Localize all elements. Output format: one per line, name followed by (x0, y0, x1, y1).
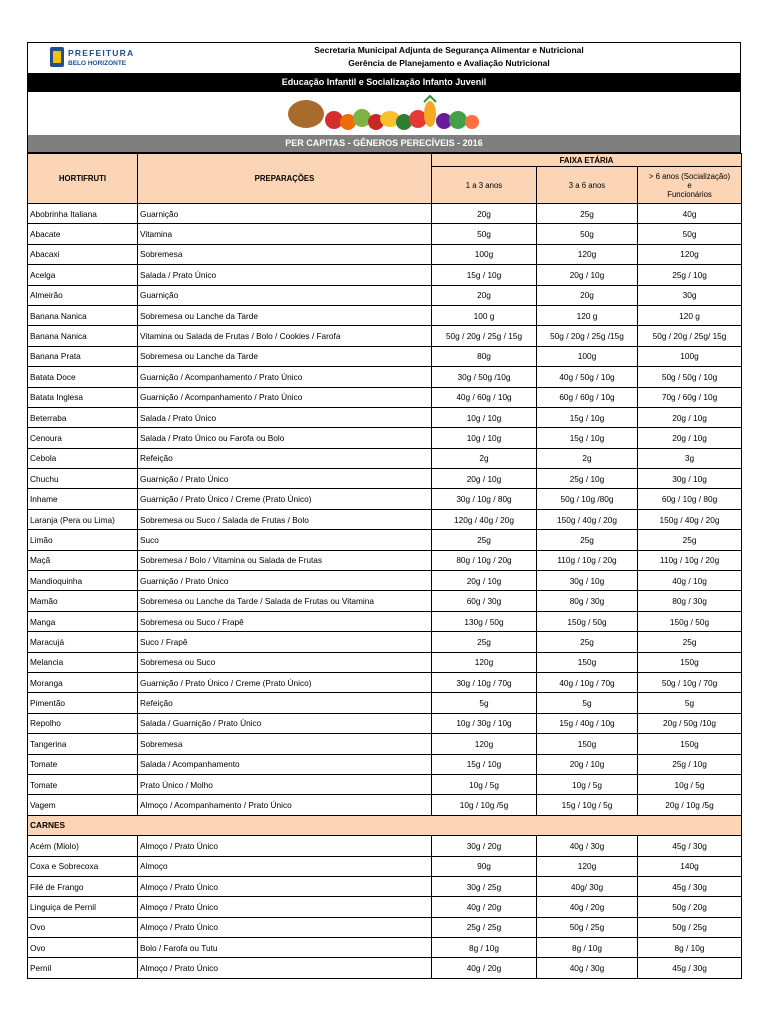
age1-cell: 20g / 10g (432, 469, 537, 489)
age1-cell: 10g / 30g / 10g (432, 713, 537, 733)
age1-cell: 5g (432, 693, 537, 713)
age2-cell: 50g / 25g (537, 917, 638, 937)
item-cell: Coxa e Sobrecoxa (28, 856, 138, 876)
table-row (28, 836, 742, 856)
age3-cell: 20g / 10g (638, 428, 742, 448)
age3-cell: 20g / 50g /10g (638, 713, 742, 733)
item-cell: Batata Inglesa (28, 387, 138, 407)
prep-cell: Almoço / Prato Único (138, 876, 432, 896)
age3-cell: 45g / 30g (638, 836, 742, 856)
age1-cell: 130g / 50g (432, 611, 537, 631)
age1-cell: 120g / 40g / 20g (432, 509, 537, 529)
table-row (28, 652, 742, 672)
age2-cell: 120g (537, 856, 638, 876)
prep-cell: Almoço / Prato Único (138, 917, 432, 937)
item-cell: Acelga (28, 265, 138, 285)
age3-cell: 25g / 10g (638, 754, 742, 774)
age2-cell: 8g / 10g (537, 938, 638, 958)
item-cell: Tangerina (28, 734, 138, 754)
table-row (28, 224, 742, 244)
item-cell: Banana Nanica (28, 305, 138, 325)
age3-cell: 8g / 10g (638, 938, 742, 958)
age3-cell: 25g (638, 530, 742, 550)
prep-cell: Salada / Prato Único (138, 407, 432, 427)
age3-cell: 110g / 10g / 20g (638, 550, 742, 570)
prep-cell: Sobremesa ou Suco / Frapê (138, 611, 432, 631)
header-line-1: Secretaria Municipal Adjunta de Segurança Alimentar e Nutricional (314, 45, 584, 55)
table-row (28, 326, 742, 346)
age3-cell: 50g / 20g (638, 897, 742, 917)
age2-cell: 50g / 10g /80g (537, 489, 638, 509)
age2-cell: 40g / 20g (537, 897, 638, 917)
table-row (28, 693, 742, 713)
age1-cell: 50g (432, 224, 537, 244)
fruits-vegetables-image (27, 92, 741, 135)
item-cell: Beterraba (28, 407, 138, 427)
item-cell: Tomate (28, 754, 138, 774)
table-row (28, 387, 742, 407)
age1-cell: 2g (432, 448, 537, 468)
age3-cell: 3g (638, 448, 742, 468)
age2-cell: 100g (537, 346, 638, 366)
item-cell: Batata Doce (28, 367, 138, 387)
logo-line2: BELO HORIZONTE (68, 60, 127, 67)
item-cell: Mandioquinha (28, 571, 138, 591)
table-row (28, 489, 742, 509)
age1-cell: 80g (432, 346, 537, 366)
age2-cell: 60g / 60g / 10g (537, 387, 638, 407)
age2-cell: 15g / 10g (537, 407, 638, 427)
item-cell: Cenoura (28, 428, 138, 448)
age1-cell: 120g (432, 652, 537, 672)
age1-cell: 10g / 10g (432, 428, 537, 448)
item-cell: Tomate (28, 774, 138, 794)
item-cell: Abobrinha Italiana (28, 204, 138, 224)
table-row (28, 611, 742, 631)
table-row (28, 448, 742, 468)
col-header-item: HORTIFRUTI (28, 154, 138, 204)
item-cell: Pernil (28, 958, 138, 978)
prefeitura-logo (48, 45, 148, 71)
age2-cell: 20g / 10g (537, 754, 638, 774)
age1-cell: 15g / 10g (432, 265, 537, 285)
age2-cell: 110g / 10g / 20g (537, 550, 638, 570)
table-row (28, 530, 742, 550)
prep-cell: Refeição (138, 448, 432, 468)
item-cell: Melancia (28, 652, 138, 672)
document-header (27, 42, 741, 73)
item-cell: Mamão (28, 591, 138, 611)
age3-cell: 10g / 5g (638, 774, 742, 794)
age1-cell: 30g / 50g /10g (432, 367, 537, 387)
age1-cell: 40g / 20g (432, 958, 537, 978)
carnes-rows (28, 836, 742, 979)
table-row (28, 571, 742, 591)
age3-cell: 25g / 10g (638, 265, 742, 285)
age3-cell: 30g / 10g (638, 469, 742, 489)
prep-cell: Guarnição / Acompanhamento / Prato Único (138, 367, 432, 387)
prep-cell: Vitamina ou Salada de Frutas / Bolo / Cookies / Farofa (138, 326, 432, 346)
table-row (28, 713, 742, 733)
age2-cell: 150g (537, 734, 638, 754)
age3-cell: 150g / 50g (638, 611, 742, 631)
age2-cell: 10g / 5g (537, 774, 638, 794)
table-row (28, 428, 742, 448)
age2-cell: 25g / 10g (537, 469, 638, 489)
prep-cell: Refeição (138, 693, 432, 713)
age2-cell: 15g / 40g / 10g (537, 713, 638, 733)
prep-cell: Sobremesa ou Lanche da Tarde / Salada de Frutas ou Vitamina (138, 591, 432, 611)
prep-cell: Salada / Prato Único (138, 265, 432, 285)
age2-cell: 40g/ 30g (537, 876, 638, 896)
age1-cell: 15g / 10g (432, 754, 537, 774)
prep-cell: Suco / Frapê (138, 632, 432, 652)
table-row (28, 550, 742, 570)
table-row (28, 407, 742, 427)
table-title: PER CAPITAS - GÊNEROS PERECÍVEIS - 2016 (27, 135, 741, 153)
table-row (28, 856, 742, 876)
age3-cell: 20g / 10g (638, 407, 742, 427)
table-row (28, 591, 742, 611)
item-cell: Vagem (28, 795, 138, 815)
age3-cell: 150g / 40g / 20g (638, 509, 742, 529)
item-cell: Repolho (28, 713, 138, 733)
percapita-table (27, 153, 742, 979)
age1-cell: 20g / 10g (432, 571, 537, 591)
age3-cell: 5g (638, 693, 742, 713)
prep-cell: Sobremesa ou Suco (138, 652, 432, 672)
age3-cell: 150g (638, 734, 742, 754)
item-cell: Manga (28, 611, 138, 631)
table-row (28, 897, 742, 917)
col-header-age1: 1 a 3 anos (432, 167, 537, 204)
age3-cell: 70g / 60g / 10g (638, 387, 742, 407)
age1-cell: 30g / 20g (432, 836, 537, 856)
table-row (28, 938, 742, 958)
age3-cell: 60g / 10g / 80g (638, 489, 742, 509)
table-row (28, 265, 742, 285)
age1-cell: 20g (432, 285, 537, 305)
age1-cell: 80g / 10g / 20g (432, 550, 537, 570)
age3-cell: 50g / 10g / 70g (638, 672, 742, 692)
prep-cell: Guarnição / Acompanhamento / Prato Único (138, 387, 432, 407)
table-row (28, 204, 742, 224)
age2-cell: 150g / 40g / 20g (537, 509, 638, 529)
age3-cell: 20g / 10g /5g (638, 795, 742, 815)
age1-cell: 10g / 10g (432, 407, 537, 427)
age2-cell: 2g (537, 448, 638, 468)
col-header-group: FAIXA ETÁRIA (432, 154, 742, 167)
age1-cell: 30g / 10g / 70g (432, 672, 537, 692)
item-cell: Inhame (28, 489, 138, 509)
age3-cell: 120 g (638, 305, 742, 325)
age2-cell: 40g / 10g / 70g (537, 672, 638, 692)
age1-cell: 25g / 25g (432, 917, 537, 937)
age2-cell: 50g (537, 224, 638, 244)
age2-cell: 120g (537, 244, 638, 264)
table-row (28, 244, 742, 264)
age1-cell: 10g / 5g (432, 774, 537, 794)
prep-cell: Guarnição (138, 204, 432, 224)
age1-cell: 100g (432, 244, 537, 264)
prep-cell: Salada / Prato Único ou Farofa ou Bolo (138, 428, 432, 448)
prep-cell: Suco (138, 530, 432, 550)
age2-cell: 150g (537, 652, 638, 672)
prep-cell: Salada / Guarnição / Prato Único (138, 713, 432, 733)
age2-cell: 20g / 10g (537, 265, 638, 285)
age2-cell: 150g / 50g (537, 611, 638, 631)
age2-cell: 30g / 10g (537, 571, 638, 591)
age1-cell: 30g / 25g (432, 876, 537, 896)
prep-cell: Bolo / Farofa ou Tutu (138, 938, 432, 958)
item-cell: Abacate (28, 224, 138, 244)
age1-cell: 100 g (432, 305, 537, 325)
age2-cell: 15g / 10g (537, 428, 638, 448)
age3-cell: 50g / 25g (638, 917, 742, 937)
table-row (28, 958, 742, 978)
table-row (28, 876, 742, 896)
age2-cell: 25g (537, 204, 638, 224)
prep-cell: Almoço / Prato Único (138, 836, 432, 856)
age3-cell: 30g (638, 285, 742, 305)
item-cell: Moranga (28, 672, 138, 692)
col-header-age2: 3 a 6 anos (537, 167, 638, 204)
age2-cell: 40g / 50g / 10g (537, 367, 638, 387)
item-cell: Linguiça de Pernil (28, 897, 138, 917)
table-row (28, 795, 742, 815)
table-row (28, 754, 742, 774)
age2-cell: 50g / 20g / 25g /15g (537, 326, 638, 346)
prep-cell: Guarnição / Prato Único / Creme (Prato Único) (138, 489, 432, 509)
item-cell: Filé de Frango (28, 876, 138, 896)
age3-cell: 50g (638, 224, 742, 244)
logo-line1: PREFEITURA (68, 48, 135, 58)
table-row (28, 367, 742, 387)
hortifruti-rows (28, 204, 742, 816)
item-cell: Banana Nanica (28, 326, 138, 346)
item-cell: Pimentão (28, 693, 138, 713)
age2-cell: 25g (537, 632, 638, 652)
prep-cell: Prato Único / Molho (138, 774, 432, 794)
prep-cell: Sobremesa (138, 734, 432, 754)
age1-cell: 40g / 20g (432, 897, 537, 917)
prep-cell: Guarnição (138, 285, 432, 305)
age3-cell: 150g (638, 652, 742, 672)
age1-cell: 10g / 10g /5g (432, 795, 537, 815)
item-cell: Maracujá (28, 632, 138, 652)
age3-cell: 40g / 10g (638, 571, 742, 591)
col-header-age3: > 6 anos (Socialização) e Funcionários (638, 167, 742, 204)
prep-cell: Almoço / Acompanhamento / Prato Único (138, 795, 432, 815)
age1-cell: 120g (432, 734, 537, 754)
age3-cell: 50g / 50g / 10g (638, 367, 742, 387)
age1-cell: 30g / 10g / 80g (432, 489, 537, 509)
table-row (28, 774, 742, 794)
prep-cell: Almoço (138, 856, 432, 876)
age1-cell: 25g (432, 632, 537, 652)
item-cell: Laranja (Pera ou Lima) (28, 509, 138, 529)
prep-cell: Salada / Acompanhamento (138, 754, 432, 774)
table-row (28, 734, 742, 754)
prep-cell: Vitamina (138, 224, 432, 244)
age1-cell: 8g / 10g (432, 938, 537, 958)
prep-cell: Guarnição / Prato Único / Creme (Prato Único) (138, 672, 432, 692)
section-label-carnes: CARNES (28, 815, 742, 835)
item-cell: Ovo (28, 938, 138, 958)
item-cell: Maçã (28, 550, 138, 570)
carnes-section (28, 815, 742, 835)
table-row (28, 672, 742, 692)
item-cell: Almeirão (28, 285, 138, 305)
table-row (28, 285, 742, 305)
prep-cell: Almoço / Prato Único (138, 958, 432, 978)
age3-cell: 45g / 30g (638, 876, 742, 896)
age1-cell: 50g / 20g / 25g / 15g (432, 326, 537, 346)
item-cell: Abacaxi (28, 244, 138, 264)
table-row (28, 632, 742, 652)
item-cell: Cebola (28, 448, 138, 468)
prep-cell: Guarnição / Prato Único (138, 571, 432, 591)
age2-cell: 5g (537, 693, 638, 713)
age3-cell: 40g (638, 204, 742, 224)
age1-cell: 25g (432, 530, 537, 550)
table-row (28, 917, 742, 937)
item-cell: Acém (Miolo) (28, 836, 138, 856)
band-title: Educação Infantil e Socialização Infanto Juvenil (27, 73, 741, 92)
table-row (28, 305, 742, 325)
age2-cell: 25g (537, 530, 638, 550)
age2-cell: 80g / 30g (537, 591, 638, 611)
document-sheet (27, 42, 741, 979)
age1-cell: 60g / 30g (432, 591, 537, 611)
age2-cell: 40g / 30g (537, 958, 638, 978)
prep-cell: Guarnição / Prato Único (138, 469, 432, 489)
header-line-2: Gerência de Planejamento e Avaliação Nutricional (348, 58, 550, 68)
col-header-prep: PREPARAÇÕES (138, 154, 432, 204)
age3-cell: 100g (638, 346, 742, 366)
age3-cell: 140g (638, 856, 742, 876)
age3-cell: 50g / 20g / 25g/ 15g (638, 326, 742, 346)
age3-cell: 45g / 30g (638, 958, 742, 978)
prep-cell: Sobremesa ou Suco / Salada de Frutas / Bolo (138, 509, 432, 529)
age2-cell: 15g / 10g / 5g (537, 795, 638, 815)
table-row (28, 509, 742, 529)
item-cell: Ovo (28, 917, 138, 937)
age1-cell: 20g (432, 204, 537, 224)
item-cell: Chuchu (28, 469, 138, 489)
item-cell: Limão (28, 530, 138, 550)
age1-cell: 90g (432, 856, 537, 876)
table-row (28, 469, 742, 489)
age2-cell: 20g (537, 285, 638, 305)
item-cell: Banana Prata (28, 346, 138, 366)
age2-cell: 120 g (537, 305, 638, 325)
prep-cell: Sobremesa ou Lanche da Tarde (138, 305, 432, 325)
prep-cell: Sobremesa (138, 244, 432, 264)
age2-cell: 40g / 30g (537, 836, 638, 856)
age1-cell: 40g / 60g / 10g (432, 387, 537, 407)
prep-cell: Sobremesa / Bolo / Vitamina ou Salada de Frutas (138, 550, 432, 570)
age3-cell: 80g / 30g (638, 591, 742, 611)
age3-cell: 120g (638, 244, 742, 264)
prep-cell: Sobremesa ou Lanche da Tarde (138, 346, 432, 366)
prep-cell: Almoço / Prato Único (138, 897, 432, 917)
table-row (28, 346, 742, 366)
age3-cell: 25g (638, 632, 742, 652)
